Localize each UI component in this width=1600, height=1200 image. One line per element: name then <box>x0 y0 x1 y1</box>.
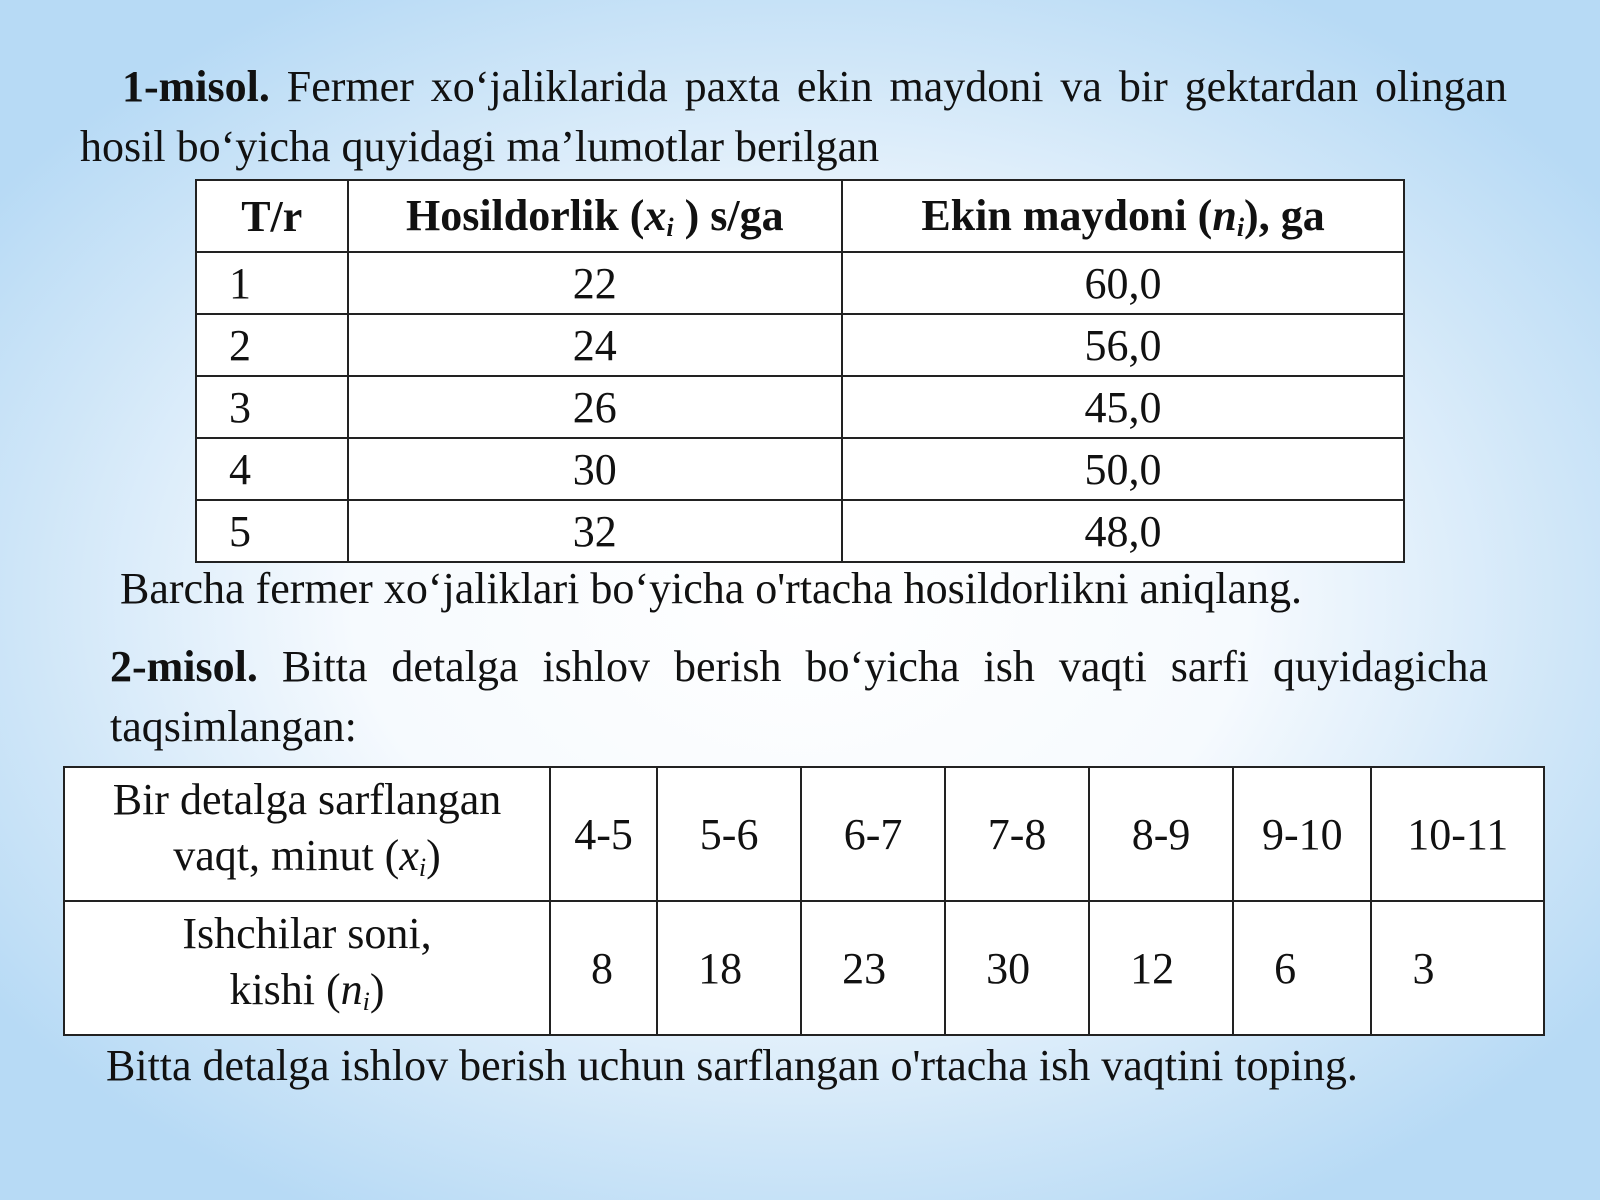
row-yield: 22 <box>348 252 843 314</box>
row-area: 45,0 <box>842 376 1404 438</box>
time-interval-cell: 8-9 <box>1089 767 1233 901</box>
row-area: 60,0 <box>842 252 1404 314</box>
example2-text: Bitta detalga ishlov berish bo‘yicha ish vaqti sarfi quyidagicha taqsimlangan: <box>110 642 1488 751</box>
table-row <box>196 314 1404 376</box>
row-area: 56,0 <box>842 314 1404 376</box>
row-yield: 26 <box>348 376 843 438</box>
workers-row-label: Ishchilar soni, kishi $(n_i)$ <box>64 901 550 1035</box>
header-yield: Hosildorlik ($x_i$ ) s/ga <box>348 180 843 252</box>
workers-row <box>64 901 1544 1035</box>
table-row <box>196 500 1404 562</box>
row-number: 3 <box>196 376 348 438</box>
example2-intro <box>110 637 1488 757</box>
row-yield: 24 <box>348 314 843 376</box>
yield-table <box>195 179 1405 563</box>
example1-text: Fermer xo‘jaliklarida paxta ekin maydoni va bir gektardan olingan hosil bo‘yicha quyidagi ma’lumotlar berilgan <box>80 62 1507 171</box>
workers-count-cell: 18 <box>657 901 801 1035</box>
example1-label: 1-misol. <box>122 62 270 111</box>
workers-count-cell: 3 <box>1371 901 1544 1035</box>
row-number: 1 <box>196 252 348 314</box>
workers-count-cell: 23 <box>801 901 945 1035</box>
workers-count-cell: 8 <box>550 901 657 1035</box>
header-number: T/r <box>196 180 348 252</box>
workers-count-cell: 12 <box>1089 901 1233 1035</box>
example1-question: Barcha fermer xo‘jaliklari bo‘yicha o'rtacha hosildorlikni aniqlang. <box>120 564 1303 613</box>
time-interval-cell: 5-6 <box>657 767 801 901</box>
time-interval-cell: 9-10 <box>1233 767 1371 901</box>
workers-count-cell: 30 <box>945 901 1089 1035</box>
table-row <box>196 376 1404 438</box>
row-yield: 32 <box>348 500 843 562</box>
row-number: 4 <box>196 438 348 500</box>
time-interval-cell: 6-7 <box>801 767 945 901</box>
row-area: 48,0 <box>842 500 1404 562</box>
row-number: 2 <box>196 314 348 376</box>
table-row <box>196 438 1404 500</box>
row-yield: 30 <box>348 438 843 500</box>
table-row <box>196 252 1404 314</box>
time-row-label: Bir detalga sarflangan vaqt, minut $(x_i)$ <box>64 767 550 901</box>
time-interval-cell: 7-8 <box>945 767 1089 901</box>
example2-label: 2-misol. <box>110 642 258 691</box>
time-interval-cell: 10-11 <box>1371 767 1544 901</box>
row-number: 5 <box>196 500 348 562</box>
yield-table-header <box>196 180 1404 252</box>
row-area: 50,0 <box>842 438 1404 500</box>
example1-intro <box>80 57 1507 177</box>
header-area: Ekin maydoni $(n_i)$, ga <box>842 180 1404 252</box>
time-row <box>64 767 1544 901</box>
time-interval-cell: 4-5 <box>550 767 657 901</box>
work-time-table <box>63 766 1545 1036</box>
example2-question: Bitta detalga ishlov berish uchun sarflangan o'rtacha ish vaqtini toping. <box>106 1041 1358 1090</box>
workers-count-cell: 6 <box>1233 901 1371 1035</box>
